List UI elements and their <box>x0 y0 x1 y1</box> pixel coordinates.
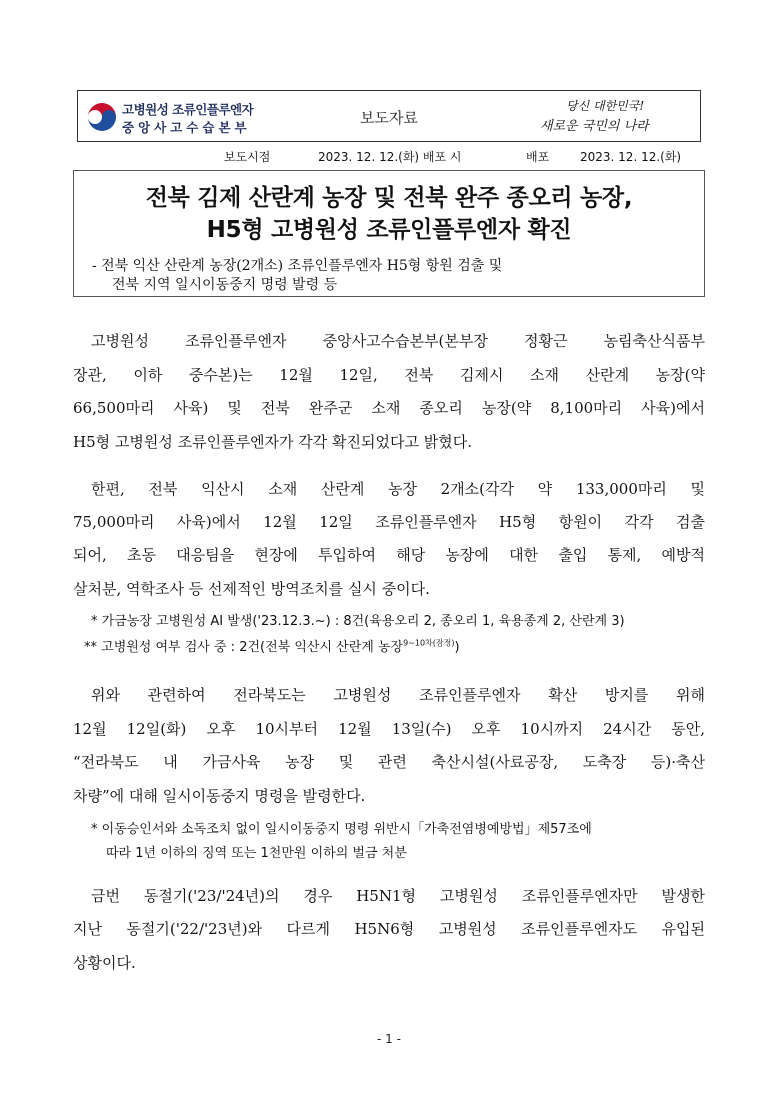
paragraph-3-line: “전라북도 내 가금사육 농장 및 관련 축산시설(사료공장, 도축장 등)·축산 <box>73 753 705 771</box>
press-release-label: 보도자료 <box>360 109 418 127</box>
distribution-date: 2023. 12. 12.(화) <box>580 150 682 164</box>
paragraph-4-line: 지난 동절기('22/'23년)와 다르게 H5N6형 고병원성 조류인플루엔자도 유입된 <box>73 920 705 938</box>
slogan-line1: 당신 대한민국! <box>566 99 645 113</box>
headline-line1: 전북 김제 산란계 농장 및 전북 완주 종오리 농장, <box>145 185 633 211</box>
header-box <box>77 90 701 142</box>
release-date: 2023. 12. 12.(화) 배포 시 <box>318 150 462 164</box>
slogan <box>536 95 686 137</box>
paragraph-2-line: 되어, 초동 대응팀을 현장에 투입하여 해당 농장에 대한 출입 통제, 예방적 <box>73 546 705 564</box>
release-label: 보도시점 <box>224 150 271 164</box>
paragraph-3-line: 위와 관련하여 전라북도는 고병원성 조류인플루엔자 확산 방지를 위해 <box>91 686 705 704</box>
page-number: - 1 - <box>377 1032 401 1046</box>
paragraph-2-line: 한편, 전북 익산시 소재 산란계 농장 2개소(각각 약 133,000마리 및 <box>91 480 705 498</box>
subheadline-line1: - 전북 익산 산란계 농장(2개소) 조류인플루엔자 H5형 항원 검출 및 <box>92 258 503 274</box>
paragraph-3-line: 12월 12일(화) 오후 10시부터 12월 13일(수) 오후 10시까지 24시간 동안, <box>73 720 705 738</box>
org-name-line2: 중앙사고수습본부 <box>122 120 251 135</box>
org-name-line1: 고병원성 조류인플루엔자 <box>122 102 254 117</box>
headline-line2: H5형 고병원성 조류인플루엔자 확진 <box>206 217 572 243</box>
paragraph-4-line: 상황이다. <box>73 954 136 972</box>
paragraph-2-line: 살처분, 역학조사 등 선제적인 방역조치를 실시 중이다. <box>73 580 430 598</box>
paragraph-4-line: 금번 동절기('23/'24년)의 경우 H5N1형 고병원성 조류인플루엔자만 발생한 <box>91 887 705 905</box>
distribution-label: 배포 <box>526 150 550 164</box>
paragraph-2-line: 75,000마리 사육)에서 12월 12일 조류인플루엔자 H5형 항원이 각각 검출 <box>73 513 705 531</box>
paragraph-1-line: 고병원성 조류인플루엔자 중앙사고수습본부(본부장 정황근 농림축산식품부 <box>91 332 705 350</box>
footnote-penalty-line2: 따라 1년 이하의 징역 또는 1천만원 이하의 벌금 처분 <box>106 846 407 861</box>
footnote-pending-tests: ** 고병원성 여부 검사 중 : 2건(전북 익산시 산란계 농장$^{9\sim 10차(잠정)}$) <box>84 638 460 655</box>
paragraph-3-line: 차량”에 대해 일시이동중지 명령을 발령한다. <box>73 787 366 805</box>
title-box <box>73 170 705 297</box>
footnote-penalty-line1: * 이동승인서와 소독조치 없이 일시이동중지 명령 위반시「가축전염병예방법」제57조에 <box>91 822 592 837</box>
footnote-outbreak-count: * 가금농장 고병원성 AI 발생('23.12.3.~) : 8건(육용오리 2, 종오리 1, 육용종계 2, 산란계 3) <box>91 614 625 629</box>
paragraph-1-line: 66,500마리 사육) 및 전북 완주군 소재 종오리 농장(약 8,100마리 사육)에서 <box>73 399 705 417</box>
subheadline-line2: 전북 지역 일시이동중지 명령 발령 등 <box>112 277 338 293</box>
slogan-line2: 새로운 국민의 나라 <box>540 119 649 134</box>
paragraph-1-line: 장관, 이하 중수본)는 12월 12일, 전북 김제시 소재 산란계 농장(약 <box>73 366 705 384</box>
paragraph-1-line: H5형 고병원성 조류인플루엔자가 각각 확진되었다고 밝혔다. <box>73 433 472 451</box>
